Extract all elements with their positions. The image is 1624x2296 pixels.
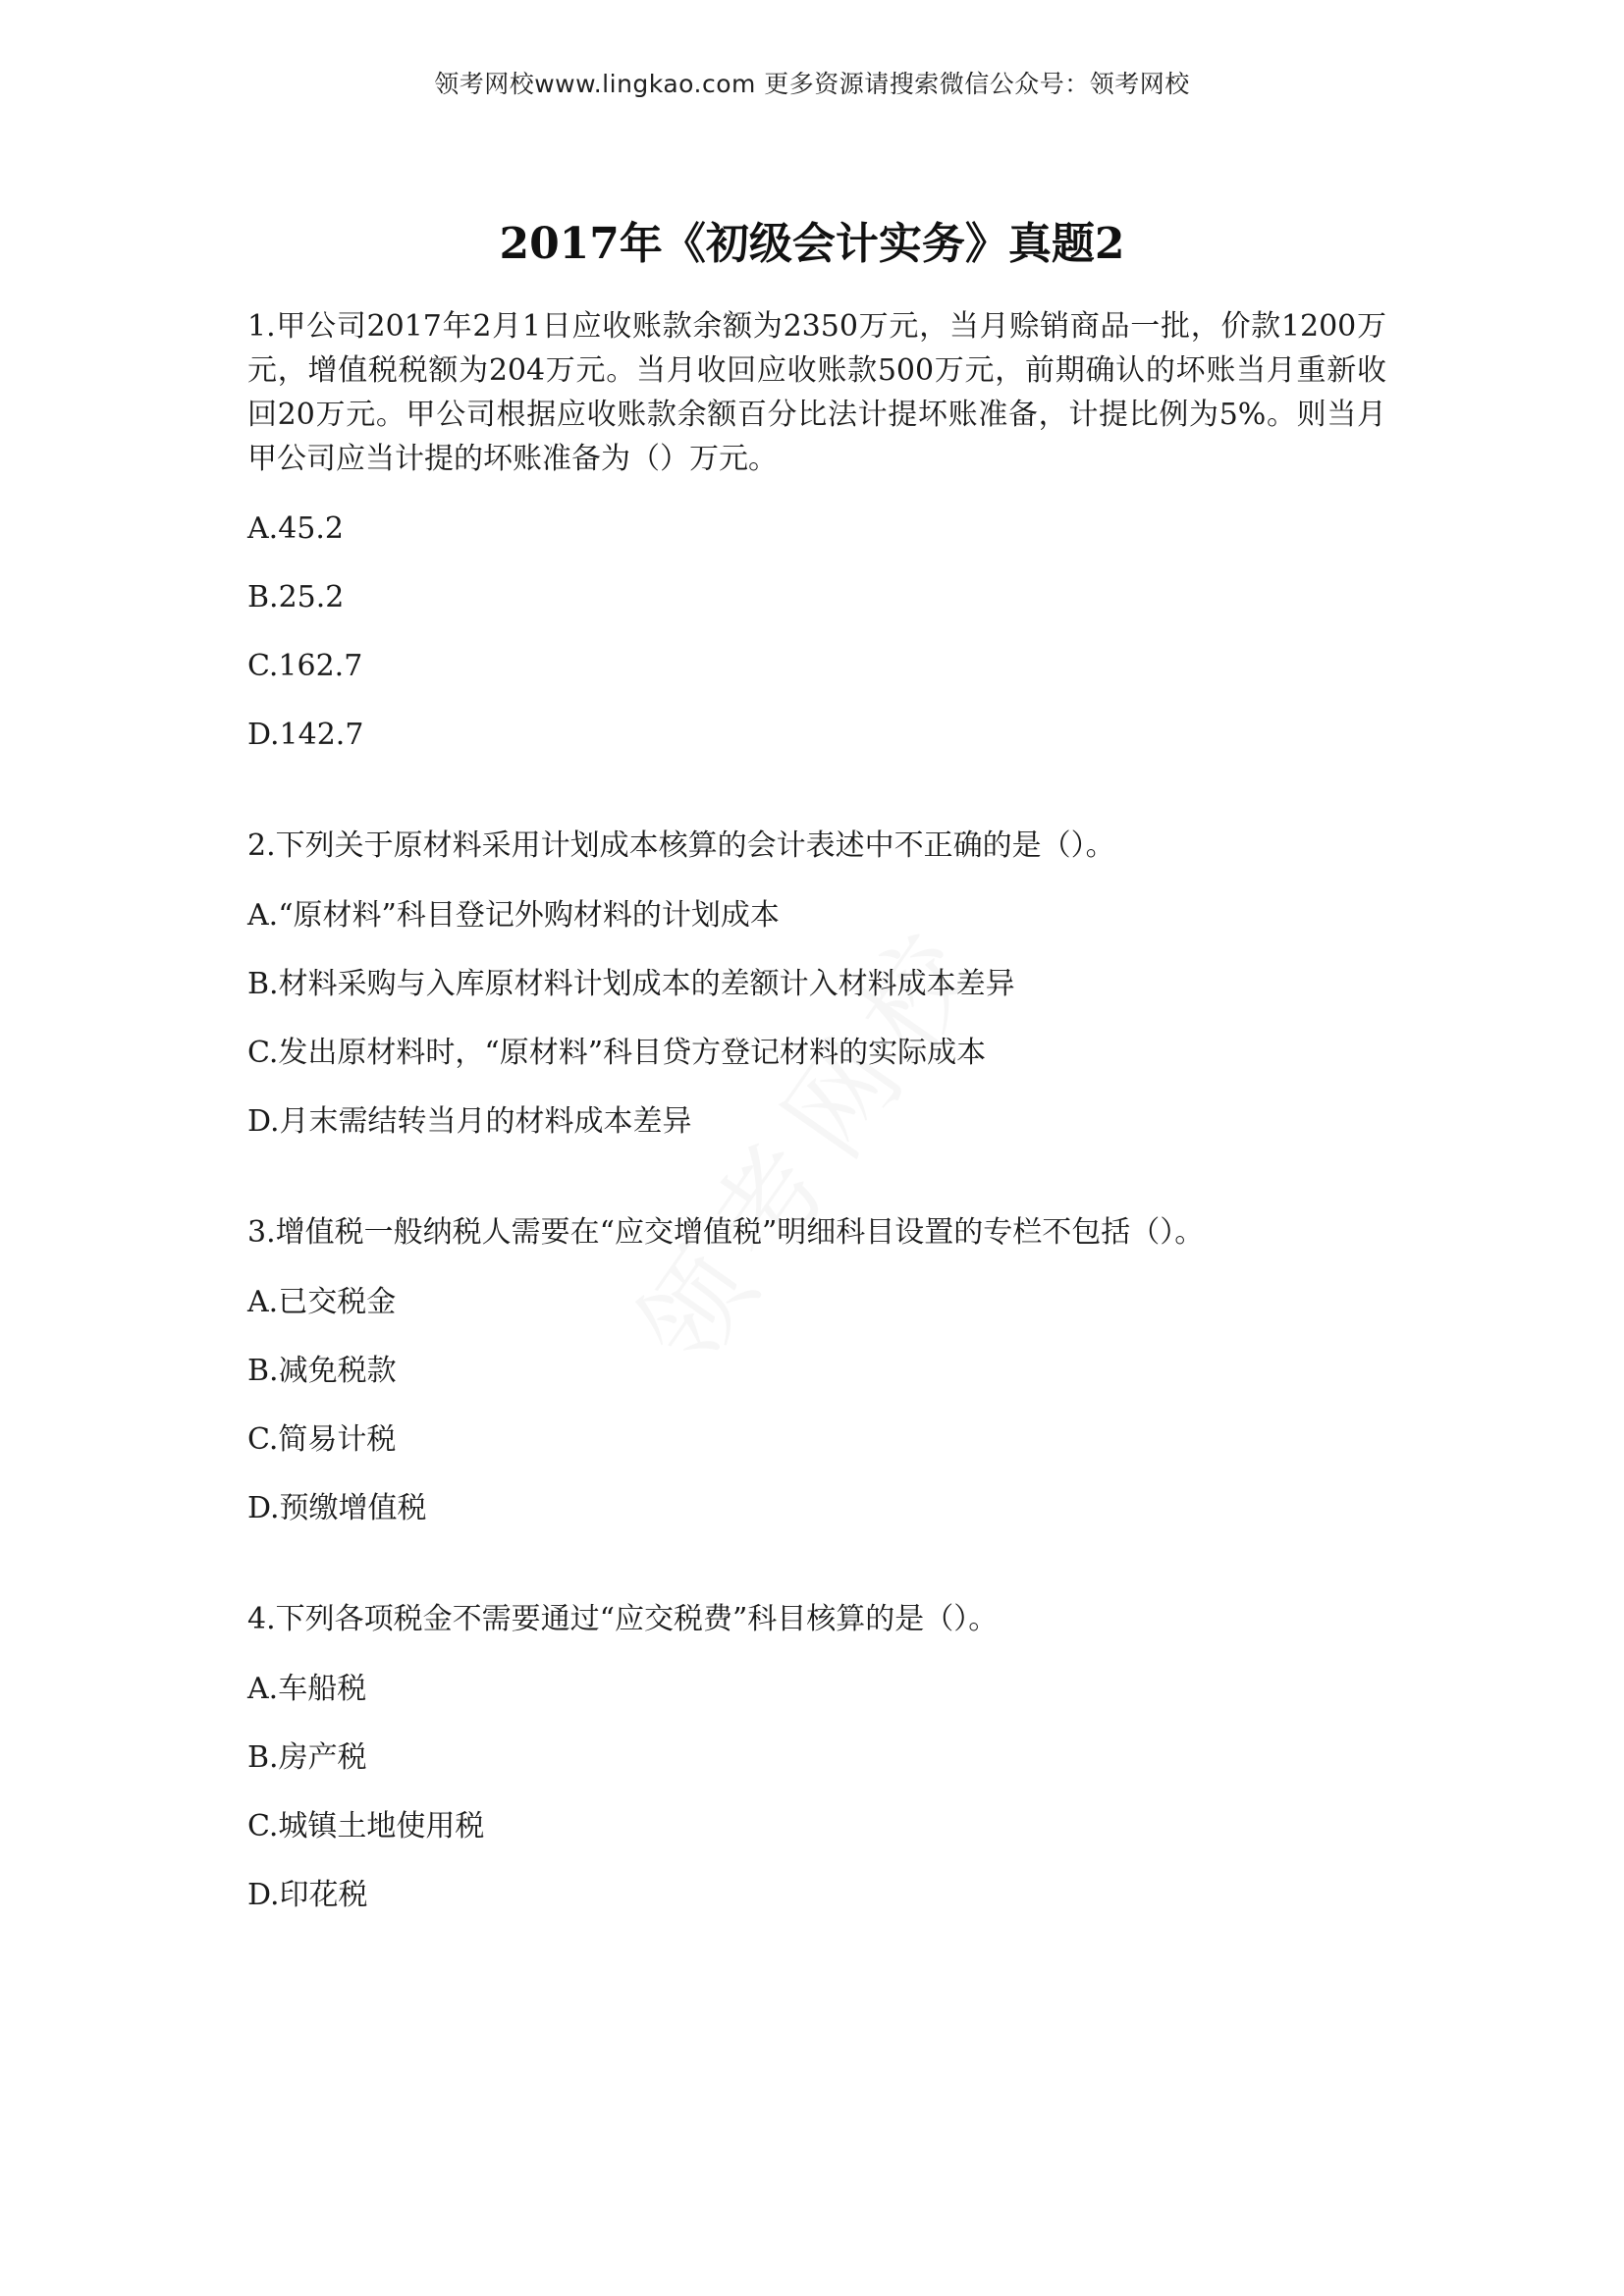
option-a: A.已交税金 <box>247 1285 397 1319</box>
question-3 <box>247 1210 1386 1530</box>
option-a: A.45.2 <box>247 511 344 546</box>
option-b: B.减免税款 <box>247 1354 397 1388</box>
option-a: A.车船税 <box>247 1672 367 1706</box>
option-d: D.印花税 <box>247 1878 368 1912</box>
question-2 <box>247 824 1386 1144</box>
option-d: D.142.7 <box>247 718 364 752</box>
option-b: B.房产税 <box>247 1740 367 1775</box>
option-d: D.月末需结转当月的材料成本差异 <box>247 1104 692 1139</box>
option-c: C.发出原材料时，“原材料”科目贷方登记材料的实际成本 <box>247 1036 987 1070</box>
question-stem: 4.下列各项税金不需要通过“应交税费”科目核算的是（）。 <box>247 1602 999 1636</box>
document-title: 2017年《初级会计实务》真题2 <box>499 219 1125 269</box>
option-c: C.简易计税 <box>247 1422 397 1457</box>
question-list <box>247 304 1386 1984</box>
option-b: B.材料采购与入库原材料计划成本的差额计入材料成本差异 <box>247 967 1015 1001</box>
option-d: D.预缴增值税 <box>247 1491 427 1525</box>
option-c: C.城镇土地使用税 <box>247 1809 485 1843</box>
question-stem: 3.增值税一般纳税人需要在“应交增值税”明细科目设置的专栏不包括（）。 <box>247 1215 1205 1250</box>
option-a: A.“原材料”科目登记外购材料的计划成本 <box>247 898 780 933</box>
option-b: B.25.2 <box>247 580 345 614</box>
question-1 <box>247 304 1386 757</box>
page-header: 领考网校www.lingkao.com 更多资源请搜索微信公众号：领考网校 <box>434 70 1190 98</box>
option-c: C.162.7 <box>247 649 363 683</box>
question-stem: 1.甲公司2017年2月1日应收账款余额为2350万元，当月赊销商品一批，价款1200万元，增值税税额为204万元。当月收回应收账款500万元，前期确认的坏账当月重新收回20万元。甲公司根据应收账款余额百分比法计提坏账准备，计提比例为5%。则当月甲公司应当计提的坏账准备为（）万元。 <box>247 309 1386 476</box>
question-stem: 2.下列关于原材料采用计划成本核算的会计表述中不正确的是（）。 <box>247 828 1115 863</box>
question-4 <box>247 1597 1386 1917</box>
